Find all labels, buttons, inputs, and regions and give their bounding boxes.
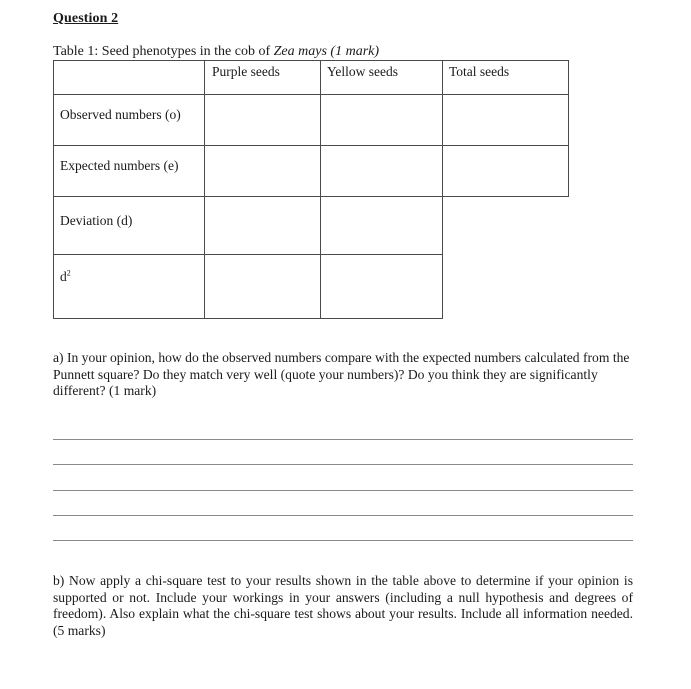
caption-prefix: Table 1: Seed phenotypes in the cob of	[53, 44, 274, 59]
cell-observed-total[interactable]	[442, 94, 569, 146]
header-cell-yellow: Yellow seeds	[320, 60, 443, 95]
row-label-expected: Expected numbers (e)	[53, 145, 205, 197]
header-cell-purple: Purple seeds	[204, 60, 321, 95]
caption-marks: (1 mark)	[330, 44, 380, 59]
cell-dsquared-yellow[interactable]	[320, 254, 443, 319]
header-cell-total: Total seeds	[442, 60, 569, 95]
cell-expected-total[interactable]	[442, 145, 569, 197]
cell-observed-yellow[interactable]	[320, 94, 443, 146]
cell-deviation-yellow[interactable]	[320, 196, 443, 255]
answer-line[interactable]	[53, 490, 633, 491]
row-label-observed: Observed numbers (o)	[53, 94, 205, 146]
answer-line[interactable]	[53, 540, 633, 541]
part-b-question: b) Now apply a chi-square test to your results shown in the table above to determine if your opinion is supported or not. Include your workings in your answers (including a null hypothesis and degrees of freedom). Also explain what the chi-square test shows about your results. Include all information needed. (5 marks)	[53, 573, 633, 638]
part-a-question: a) In your opinion, how do the observed numbers compare with the expected numbers calculated from the Punnett square? Do they match very well (quote your numbers)? Do you think they are significantly different? (1 mark)	[53, 350, 630, 399]
cell-expected-purple[interactable]	[204, 145, 321, 197]
answer-line[interactable]	[53, 439, 633, 440]
header-cell-empty	[53, 60, 205, 95]
row-label-d-squared: $d^2$	[53, 254, 205, 319]
caption-species: Zea mays	[273, 44, 327, 59]
question-title: Question 2	[53, 11, 119, 26]
table-caption	[53, 44, 379, 60]
cell-dsquared-purple[interactable]	[204, 254, 321, 319]
row-label-deviation: Deviation (d)	[53, 196, 205, 255]
answer-line[interactable]	[53, 464, 633, 465]
answer-line[interactable]	[53, 515, 633, 516]
cell-expected-yellow[interactable]	[320, 145, 443, 197]
cell-deviation-purple[interactable]	[204, 196, 321, 255]
cell-observed-purple[interactable]	[204, 94, 321, 146]
